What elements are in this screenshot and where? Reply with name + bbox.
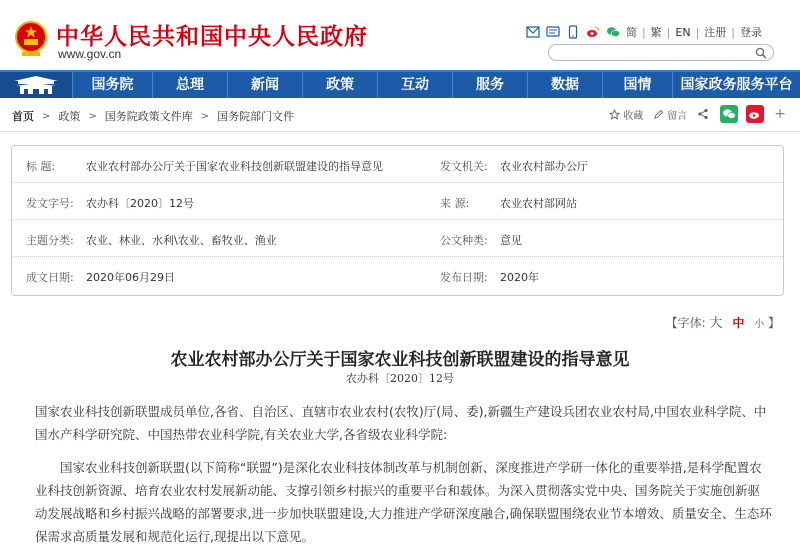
info-label-title: 标 题: xyxy=(26,160,56,173)
info-label-source: 来 源: xyxy=(440,197,470,210)
site-title[interactable]: 中华人民共和国中央人民政府 xyxy=(56,23,368,50)
info-label-topic: 主题分类: xyxy=(26,234,74,247)
star-icon xyxy=(609,109,620,120)
article-tools xyxy=(599,105,786,123)
message-icon[interactable] xyxy=(546,25,560,39)
top-links: 简 | 繁 | EN | 注册 | 登录 xyxy=(526,24,762,40)
link-english[interactable]: EN xyxy=(675,25,691,39)
info-row-docno xyxy=(12,183,783,220)
info-value-title: 农业农村部办公厅关于国家农业科技创新联盟建设的指导意见 xyxy=(86,160,383,173)
info-label-date: 成文日期: xyxy=(26,271,74,284)
info-label-issuer: 发文机关: xyxy=(440,160,488,173)
article-title: 农业农村部办公厅关于国家农业科技创新联盟建设的指导意见 xyxy=(170,350,630,370)
breadcrumb-bar xyxy=(0,98,800,132)
wechat-share-button[interactable] xyxy=(720,105,738,123)
info-value-topic: 农业、林业、水利\农业、畜牧业、渔业 xyxy=(86,234,277,247)
nav-policy[interactable]: 政策 xyxy=(302,72,377,98)
font-size-large[interactable]: 大 xyxy=(709,316,723,331)
nav-news[interactable]: 新闻 xyxy=(227,72,302,98)
more-share-button[interactable]: + xyxy=(774,106,786,122)
share-icon xyxy=(697,108,709,120)
mail-icon[interactable] xyxy=(526,25,540,39)
document-info-table xyxy=(11,145,784,296)
search-icon[interactable] xyxy=(755,47,767,59)
font-size-small[interactable]: 小 xyxy=(754,319,765,330)
info-label-pub-date: 发布日期: xyxy=(440,271,488,284)
share-button[interactable] xyxy=(697,108,712,120)
info-value-source: 农业农村部网站 xyxy=(500,197,577,210)
wechat-icon[interactable] xyxy=(606,25,620,39)
info-row-date xyxy=(12,257,783,294)
nav-state-council[interactable]: 国务院 xyxy=(72,72,152,98)
nav-premier[interactable]: 总理 xyxy=(152,72,227,98)
link-register[interactable]: 注册 xyxy=(704,26,727,39)
link-simplified[interactable]: 简 xyxy=(625,26,637,39)
info-value-issuer: 农业农村部办公厅 xyxy=(500,160,588,173)
site-header xyxy=(0,0,800,70)
wechat-icon xyxy=(722,108,736,120)
search-input[interactable] xyxy=(557,50,757,65)
weibo-icon[interactable] xyxy=(586,25,600,39)
search-box xyxy=(548,44,774,61)
info-value-type: 意见 xyxy=(500,234,522,247)
nav-items xyxy=(72,72,800,98)
article-paragraph: 国家农业科技创新联盟(以下简称“联盟”)是深化农业科技体制改革与机制创新、深度推进产学研一体化的重要举措,是科学配置农业科技创新资源、培育农业农村发展新动能、支撑引领乡村振兴的重要平台和载体。为深入贯彻落实党中央、国务院关于实施创新驱动发展战略和乡村振兴战略的部署要求,进一步加快联盟建设,大力推进产学研深度融合,确保联盟围绕农业节本增效、质量安全、生态环保需求高质量发展和规范化运行,现提出以下意见。 xyxy=(35,460,772,544)
info-label-doc-no: 发文字号: xyxy=(26,197,74,210)
info-row-topic xyxy=(12,220,783,257)
comment-button[interactable]: 留言 xyxy=(653,107,687,122)
link-traditional[interactable]: 繁 xyxy=(650,26,662,39)
chevron-right-icon: > xyxy=(200,110,210,122)
info-label-type: 公文种类: xyxy=(440,234,488,247)
weibo-share-button[interactable] xyxy=(746,105,764,123)
nav-data[interactable]: 数据 xyxy=(527,72,602,98)
breadcrumb-department-docs[interactable]: 国务院部门文件 xyxy=(217,110,295,123)
font-size-medium[interactable]: 中 xyxy=(732,316,745,330)
breadcrumb-home[interactable]: 首页 xyxy=(12,110,34,123)
nav-services[interactable]: 服务 xyxy=(452,72,527,98)
favorite-button[interactable]: 收藏 xyxy=(609,107,643,122)
info-value-pub-date: 2020年 xyxy=(500,271,539,284)
nav-gov-service-platform[interactable]: 国家政务服务平台 xyxy=(672,72,800,98)
pencil-icon xyxy=(653,109,664,120)
national-emblem-icon[interactable] xyxy=(14,20,48,58)
site-url[interactable]: www.gov.cn xyxy=(58,47,122,61)
mobile-icon[interactable] xyxy=(566,25,580,39)
main-nav xyxy=(0,70,800,98)
chevron-right-icon: > xyxy=(42,110,51,122)
breadcrumb-policy[interactable]: 政策 xyxy=(58,110,81,123)
chevron-right-icon: > xyxy=(88,110,97,122)
info-row-title xyxy=(12,146,783,183)
nav-home-button[interactable] xyxy=(0,72,72,98)
font-size-control: 【字体: 大 中 小 】 xyxy=(665,316,780,331)
info-value-date: 2020年06月29日 xyxy=(86,271,175,284)
link-login[interactable]: 登录 xyxy=(740,26,762,39)
nav-national-conditions[interactable]: 国情 xyxy=(602,72,672,98)
weibo-icon xyxy=(748,108,762,120)
tiananmen-icon xyxy=(0,72,72,98)
article-doc-number: 农办科〔2020〕12号 xyxy=(346,372,454,385)
info-value-doc-no: 农办科〔2020〕12号 xyxy=(86,197,194,210)
breadcrumb xyxy=(12,108,294,124)
article-paragraph: 国家农业科技创新联盟成员单位,各省、自治区、直辖市农业农村(农牧)厅(局、委),新疆生产建设兵团农业农村局,中国农业科学院、中国水产科学研究院、中国热带农业科学院,有关农业大学,各省级农业科学院: xyxy=(35,404,767,442)
nav-interaction[interactable]: 互动 xyxy=(377,72,452,98)
breadcrumb-policy-library[interactable]: 国务院政策文件库 xyxy=(104,110,193,123)
